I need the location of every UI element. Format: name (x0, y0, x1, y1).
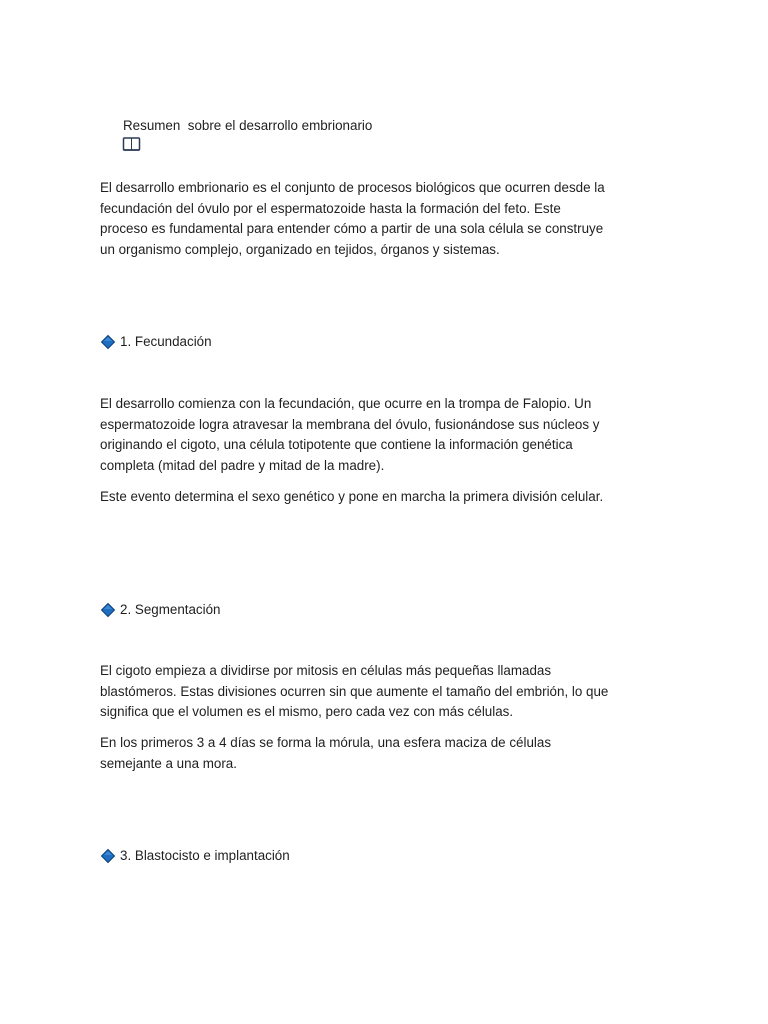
blue-diamond-icon (100, 602, 116, 618)
section-2-paragraph-1: El cigoto empieza a dividirse por mitosis en células más pequeñas llamadas blastómeros. Estas divisiones ocurren sin que aumente el tamaño del embrión, lo que significa que el volumen es el mismo, pero cada vez con más células. (100, 663, 609, 720)
blue-diamond-icon (100, 334, 116, 350)
blue-diamond-icon (100, 848, 116, 864)
section-heading-label: 3. Blastocisto e implantación (120, 848, 290, 863)
section-heading-label: 2. Segmentación (120, 602, 221, 617)
section-1-paragraph-1: El desarrollo comienza con la fecundación, que ocurre en la trompa de Falopio. Un espermatozoide logra atravesar la membrana del óvulo, fusionándose sus núcleos y originando el cigoto, una célula totipotente que contiene la información genética completa (mitad del padre y mitad de la madre). (100, 396, 600, 473)
section-heading-fecundacion (100, 333, 212, 351)
section-2-paragraph-2: En los primeros 3 a 4 días se forma la mórula, una esfera maciza de células semejante a una mora. (100, 735, 552, 771)
intro-paragraph: El desarrollo embrionario es el conjunto de procesos biológicos que ocurren desde la fecundación del óvulo por el espermatozoide hasta la formación del feto. Este proceso es fundamental para entender cómo a partir de una sola célula se construye un organismo complejo, organizado en tejidos, órganos y sistemas. (100, 180, 605, 257)
section-heading-blastocisto (100, 847, 290, 865)
section-heading-segmentacion (100, 601, 221, 619)
section-heading-label: 1. Fecundación (120, 334, 212, 349)
open-book-icon (100, 118, 119, 134)
document-title: Resumen sobre el desarrollo embrionario (123, 118, 373, 133)
document-title-row (100, 117, 372, 135)
section-1-paragraph-2: Este evento determina el sexo genético y pone en marcha la primera división celular. (100, 489, 604, 504)
